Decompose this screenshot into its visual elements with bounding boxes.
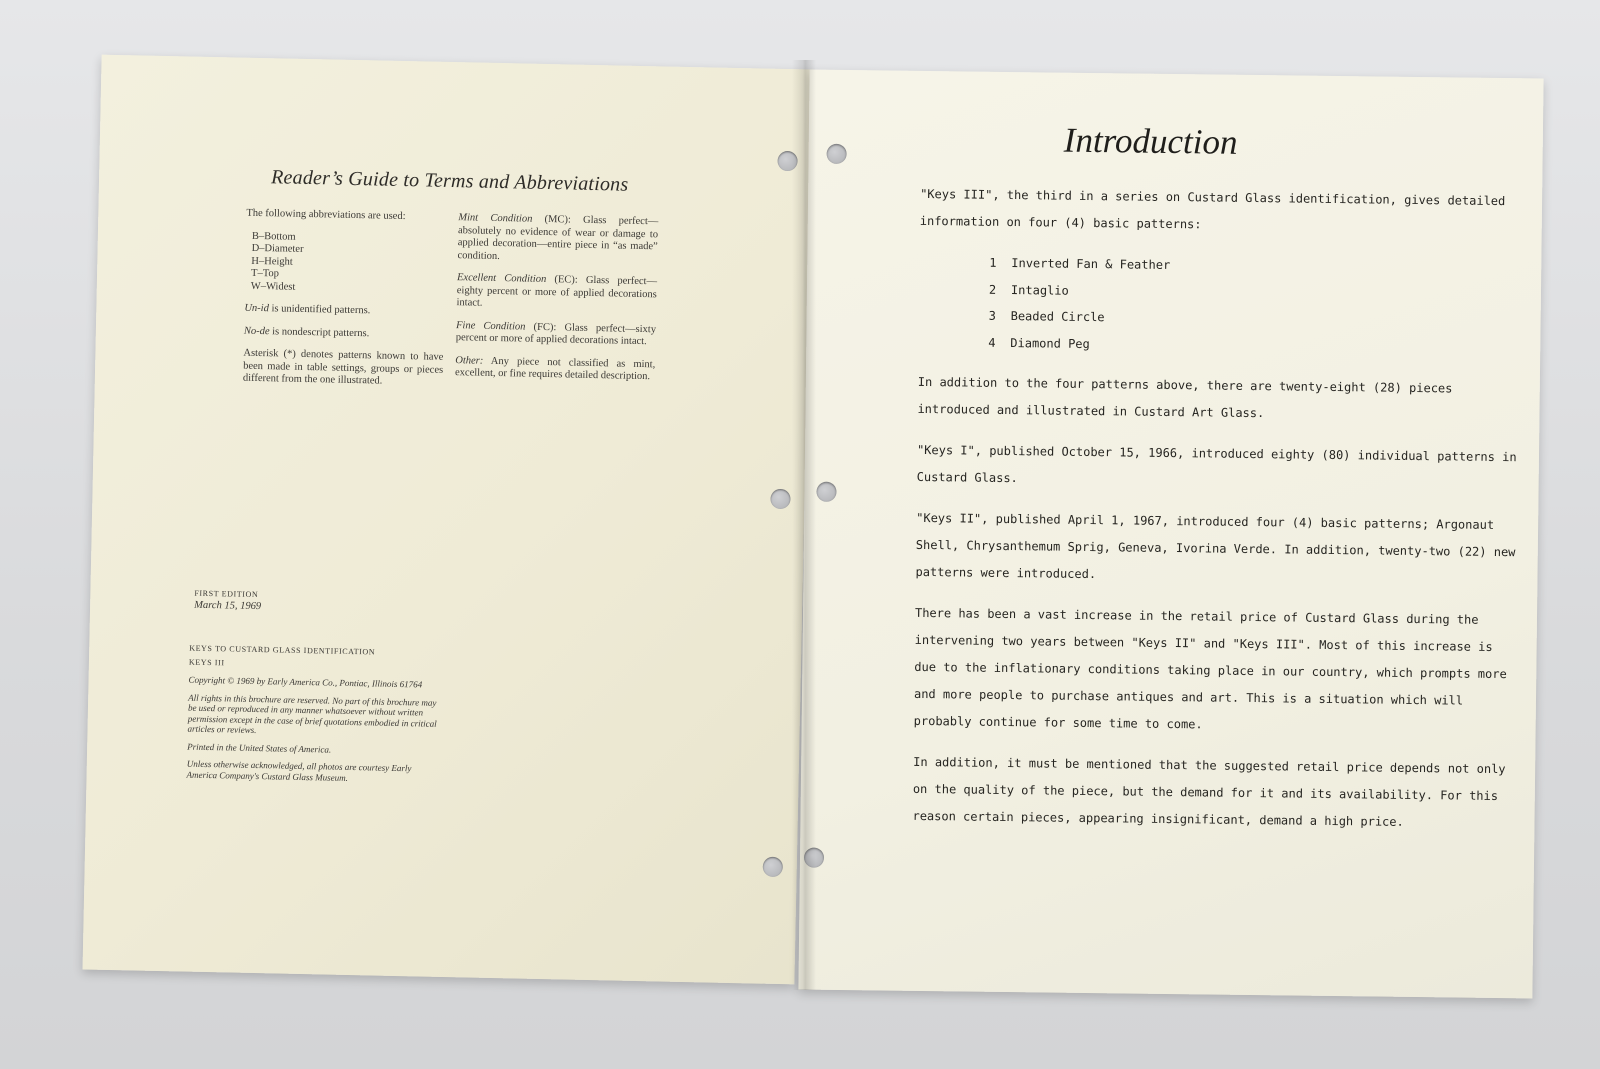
intro-paragraph-4: "Keys II", published April 1, 1967, introduced four (4) basic patterns; Argonaut Shell, Chrysanthemum Sprig, Geneva, Ivorina Verde. In addition, twenty-two (22) new patterns were introduced. xyxy=(915,510,1516,582)
unid-definition: Un-id is unidentified patterns. xyxy=(244,302,371,317)
printed-text: Printed in the United States of America. xyxy=(187,741,332,755)
abbreviation-list xyxy=(251,230,446,297)
condition-other: Other: Any piece not classified as mint, excellent, or fine requires detailed description. xyxy=(454,354,656,383)
intro-paragraph-1: "Keys III", the third in a series on Custard Glass identification, gives detailed information on four (4) basic patterns: xyxy=(919,186,1506,232)
spine-shadow xyxy=(792,60,816,990)
abbreviation-item: W–Widest xyxy=(250,280,296,293)
copyright-text: Copyright © 1969 by Early America Co., Pontiac, Illinois 61764 xyxy=(188,674,423,690)
punch-hole xyxy=(826,144,846,164)
introduction-body xyxy=(912,181,1520,851)
punch-hole xyxy=(816,482,836,502)
abbreviation-item: D–Diameter xyxy=(251,242,304,255)
node-definition: No-de is nondescript patterns. xyxy=(243,325,370,339)
intro-paragraph-3: "Keys I", published October 15, 1966, introduced eighty (80) individual patterns in Custard Glass. xyxy=(916,442,1517,486)
book-subtitle: KEYS III xyxy=(188,657,225,667)
abbreviations-column xyxy=(243,208,447,400)
edition-block xyxy=(194,589,454,616)
right-page xyxy=(798,70,1543,999)
abbreviation-item: H–Height xyxy=(251,255,293,268)
edition-label: FIRST EDITION xyxy=(194,588,259,600)
condition-fine: Fine Condition (FC): Glass perfect—sixty percent or more of applied decorations intact. xyxy=(455,319,657,348)
pattern-item: 1 Inverted Fan & Feather xyxy=(989,255,1171,272)
conditions-column xyxy=(455,212,659,394)
photos-credit: Unless otherwise acknowledged, all photos are courtesy Early America Company's Custard Glass Museum. xyxy=(186,758,412,783)
book-title: KEYS TO CUSTARD GLASS IDENTIFICATION xyxy=(189,643,376,657)
left-page xyxy=(82,55,813,985)
pattern-item: 4 Diamond Peg xyxy=(988,335,1090,351)
guide-title: Reader’s Guide to Terms and Abbreviations xyxy=(270,166,629,196)
introduction-title: Introduction xyxy=(1063,120,1238,162)
pattern-item: 3 Beaded Circle xyxy=(988,308,1105,325)
pattern-item: 2 Intaglio xyxy=(988,282,1069,298)
abbreviation-item: B–Bottom xyxy=(251,230,296,243)
intro-paragraph-6: In addition, it must be mentioned that the suggested retail price depends not only on the quality of the piece, but the demand for it and its availability. For this reason certain pieces, appearing insignificant, demand a high price. xyxy=(912,754,1506,829)
abbreviation-item: T–Top xyxy=(250,267,280,280)
pattern-list xyxy=(988,250,1519,362)
abbrev-intro: The following abbreviations are used: xyxy=(246,207,406,223)
asterisk-definition: Asterisk (*) denotes patterns known to have been made in table settings, groups or pieces different from the one illustrated. xyxy=(242,347,444,387)
punch-hole xyxy=(770,489,790,509)
colophon xyxy=(186,643,439,792)
condition-mint: Mint Condition (MC): Glass perfect—absolutely no evidence of wear or damage to applied decoration—entire piece in “as made” condition. xyxy=(457,212,659,262)
punch-hole xyxy=(763,857,783,877)
intro-paragraph-2: In addition to the four patterns above, there are twenty-eight (28) pieces introduced and illustrated in Custard Art Glass. xyxy=(917,374,1453,421)
condition-excellent: Excellent Condition (EC): Glass perfect—eighty percent or more of applied decorations intact. xyxy=(456,272,658,309)
rights-text: All rights in this brochure are reserved. No part of this brochure may be used or reproduced in any manner whatsoever without written permission except in the case of brief quotations embodied in critical articles or reviews. xyxy=(187,692,437,736)
intro-paragraph-5: There has been a vast increase in the retail price of Custard Glass during the intervening two years between "Keys II" and "Keys III". Most of this increase is due to the inflationary conditions taking place in our country, which prompts more and more people to purchase antiques and art. This is a situation which will probably continue for some time to come. xyxy=(913,605,1507,732)
edition-date: March 15, 1969 xyxy=(194,599,262,613)
